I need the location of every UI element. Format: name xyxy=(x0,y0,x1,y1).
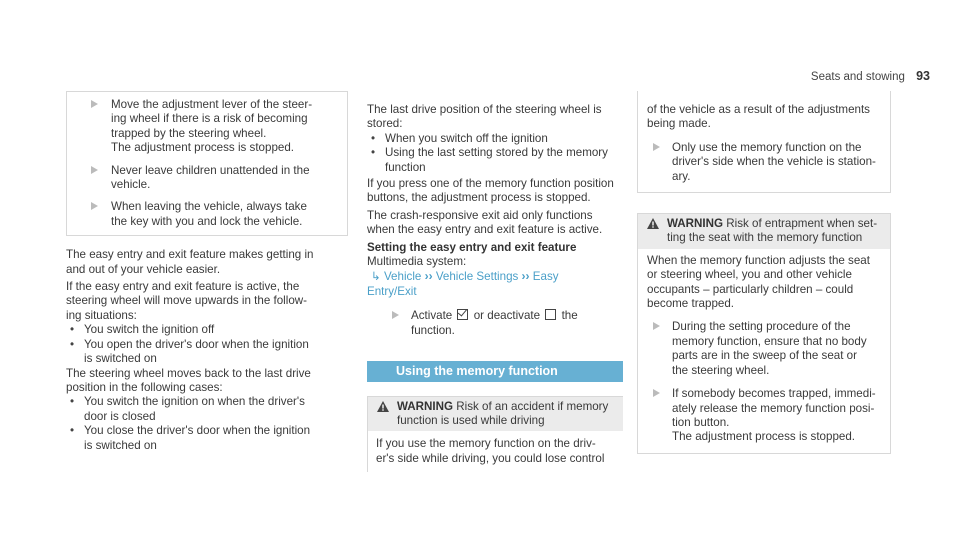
step-item: Move the adjustment lever of the steer- ing wheel if there is a risk of becoming trapped by the steering wheel. The adjustment process is stopped. xyxy=(67,98,347,156)
list-item: • You open the driver's door when the ignition is switched on xyxy=(66,338,356,367)
checkbox-checked-icon xyxy=(457,309,468,320)
menu-path: ↳ Vehicle ›› Vehicle Settings ›› Easy xyxy=(371,269,559,284)
list-item: • Using the last setting stored by the memory function xyxy=(367,146,623,175)
warning-body: When the memory function adjusts the seat or steering wheel, you and other vehicle occupants – particularly children – could become trapped. During the setting procedure of the memory function, ensure that no body parts are in the sweep of the seat or the steering wheel. If somebody becomes trapped, immedi- ately release the memory function posi- tion button. The adjustment process is stopped. xyxy=(638,249,890,453)
step-arrow-icon xyxy=(653,143,660,151)
multimedia-label: Multimedia system: xyxy=(367,255,467,269)
warning-box xyxy=(367,396,623,473)
path-separator-icon: ›› xyxy=(424,269,433,284)
step-arrow-icon xyxy=(91,100,98,108)
checkbox-empty-icon xyxy=(545,309,556,320)
warning-continuation: of the vehicle as a result of the adjustments being made. Only use the memory function on the driver's side when the vehicle is station- ary. xyxy=(637,91,891,193)
warning-body: If you use the memory function on the driv- er's side while driving, you could lose control xyxy=(376,437,605,465)
warning-header: WARNING Risk of entrapment when set- ting the seat with the memory function xyxy=(638,214,890,249)
column-1 xyxy=(66,91,348,453)
section-heading: Using the memory function xyxy=(367,361,623,381)
column-2: The last drive position of the steering wheel is stored: • When you switch off the ignition • Using the last setting stored by the memory function If you press one of the memory function position buttons, the adjustment process is stopped. The crash-responsive exit aid only functions when the easy entry and exit feature is active. Setting the easy entry and exit feature Multimedia system: ↳ Vehicle ›› Vehicle Settings ›› Easy Entry/Exit Activate or deactivate the function. Using the memory function WARNING Risk of an accident if memory function is used while driving If you use the memory function on the driv- er's side while driving, you could lose control xyxy=(367,103,623,472)
list-item: • You switch the ignition on when the driver's door is closed xyxy=(66,395,356,424)
list-item: • You close the driver's door when the ignition is switched on xyxy=(66,424,356,453)
step-item: If somebody becomes trapped, immedi- ately release the memory function posi- tion button. The adjustment process is stopped. xyxy=(647,387,884,445)
step-item: When leaving the vehicle, always take the key with you and lock the vehicle. xyxy=(67,200,347,229)
corner-arrow-icon: ↳ xyxy=(371,270,381,284)
warning-header: WARNING Risk of an accident if memory function is used while driving xyxy=(368,397,623,432)
warning-triangle-icon xyxy=(647,218,659,229)
step-item: Only use the memory function on the driver's side when the vehicle is station- ary. xyxy=(647,141,884,184)
step-box xyxy=(66,91,348,236)
page-number: 93 xyxy=(916,69,930,83)
step-arrow-icon xyxy=(653,322,660,330)
step-arrow-icon xyxy=(91,166,98,174)
list-item: • You switch the ignition off xyxy=(66,323,356,337)
setting-heading: Setting the easy entry and exit feature xyxy=(367,240,577,254)
column-3 xyxy=(637,91,890,454)
page-header xyxy=(811,69,930,84)
step-arrow-icon xyxy=(91,202,98,210)
path-separator-icon: ›› xyxy=(521,269,530,284)
warning-triangle-icon xyxy=(377,401,389,412)
easy-entry-text: The easy entry and exit feature makes getting in and out of your vehicle easier. If the easy entry and exit feature is active, the steering wheel will move upwards in the follow- ing situations: • You switch the ignition off • You open the driver's door when the ignition is switched on The steering wheel moves back to the last drive position in the following cases: • You switch the ignition on when the driver's door is closed • You close the driver's door when the ignition is switched on xyxy=(66,248,356,453)
step-arrow-icon xyxy=(653,389,660,397)
step-item: Never leave children unattended in the vehicle. xyxy=(67,164,347,193)
step-item: Activate or deactivate the function. xyxy=(367,309,623,338)
section-title: Seats and stowing xyxy=(810,71,905,83)
warning-box xyxy=(637,213,891,454)
step-arrow-icon xyxy=(392,311,399,319)
step-item: During the setting procedure of the memory function, ensure that no body parts are in the sweep of the seat or the steering wheel. xyxy=(647,320,884,378)
list-item: • When you switch off the ignition xyxy=(367,132,623,146)
